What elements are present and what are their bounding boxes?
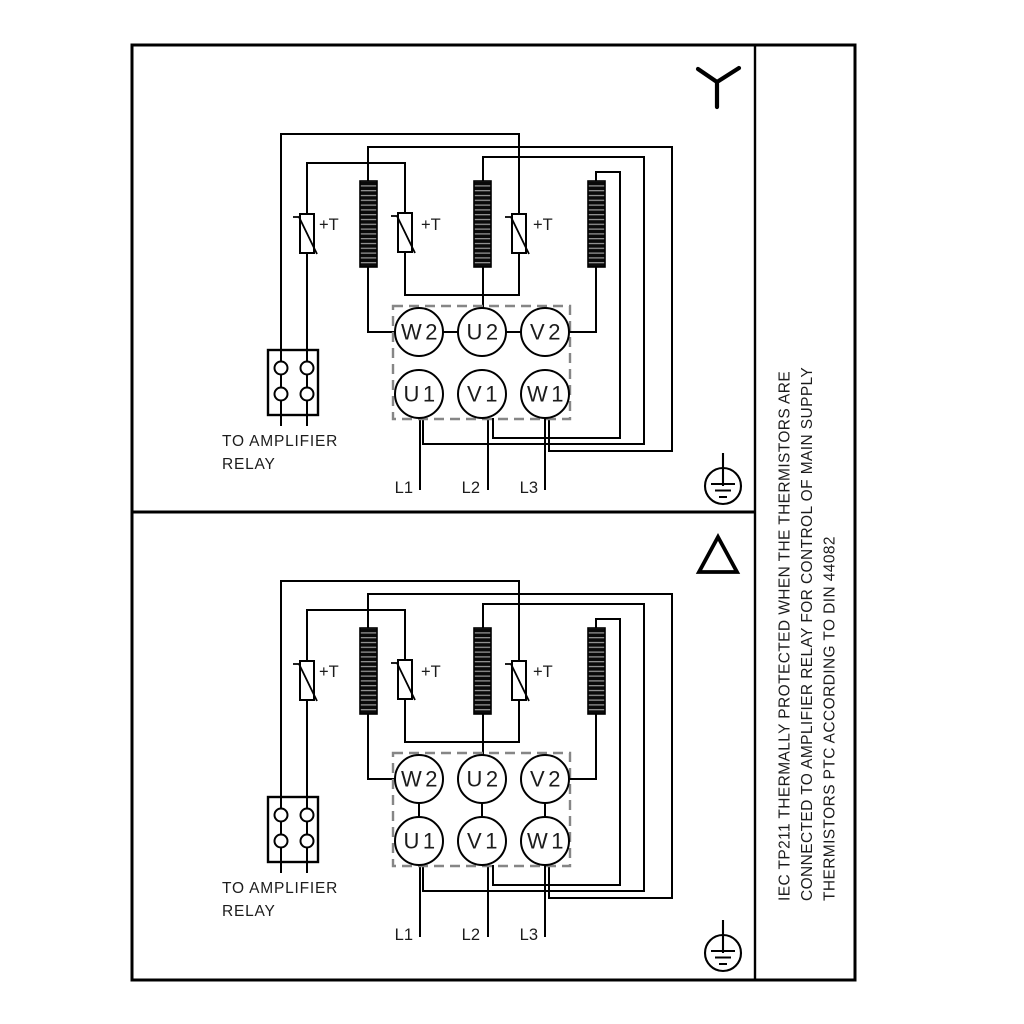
- delta-bridge-links: [419, 803, 545, 817]
- star-icon: [698, 68, 739, 107]
- sidebar-note-line2: CONNECTED TO AMPLIFIER RELAY FOR CONTROL OF MAIN SUPPLY: [799, 366, 816, 901]
- delta-connection-panel: [222, 537, 741, 971]
- star-connection-panel: [222, 68, 741, 504]
- sidebar-note: [777, 367, 839, 901]
- sidebar-note-line3: THERMISTORS PTC ACCORDING TO DIN 44082: [821, 536, 839, 901]
- earth-ground-icon: [705, 920, 741, 971]
- earth-ground-icon: [705, 453, 741, 504]
- sidebar-note-line1: IEC TP211 THERMALLY PROTECTED WHEN THE THERMISTORS ARE: [776, 370, 794, 901]
- delta-icon: [699, 537, 737, 572]
